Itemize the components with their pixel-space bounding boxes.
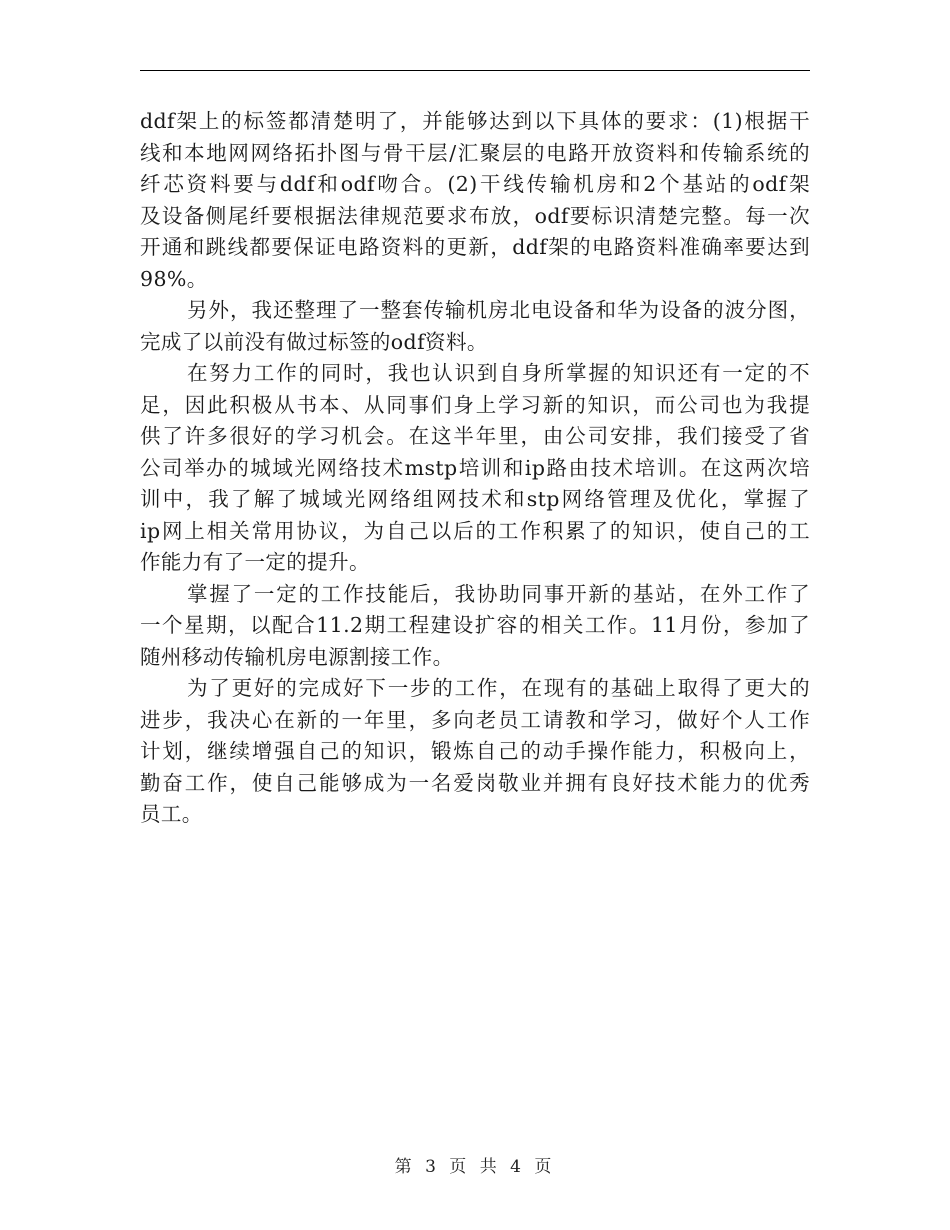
text-line: 进步，我决心在新的一年里，多向老员工请教和学习，做好个人工作 [140, 707, 810, 732]
text-line: 为了更好的完成好下一步的工作，在现有的基础上取得了更大的 [187, 676, 810, 700]
text-line: 公司举办的城域光网络技术mstp培训和ip路由技术培训。在这两次培 [140, 455, 810, 480]
text-line: 纤芯资料要与ddf和odf吻合。(2)干线传输机房和2个基站的odf架 [140, 172, 810, 196]
text-line: 掌握了一定的工作技能后，我协助同事开新的基站，在外工作了 [187, 581, 810, 606]
text-line: 计划，继续增强自己的知识，锻炼自己的动手操作能力，积极向上， [140, 739, 810, 763]
text-line: 足，因此积极从书本、从同事们身上学习新的知识，而公司也为我提 [140, 392, 810, 417]
text-line: 开通和跳线都要保证电路资料的更新，ddf架的电路资料准确率要达到 [140, 235, 810, 259]
body-text [140, 106, 810, 831]
text-line: 及设备侧尾纤要根据法律规范要求布放，odf要标识清楚完整。每一次 [140, 203, 810, 228]
text-line: 随州移动传输机房电源割接工作。 [140, 644, 454, 669]
text-line: 在努力工作的同时，我也认识到自身所掌握的知识还有一定的不 [187, 361, 810, 385]
text-line: 98%。 [140, 266, 208, 291]
text-line: 一个星期，以配合11.2期工程建设扩容的相关工作。11月份，参加了 [140, 613, 810, 637]
text-line: ddf架上的标签都清楚明了，并能够达到以下具体的要求：(1)根据干 [140, 109, 810, 133]
text-line: 供了许多很好的学习机会。在这半年里，由公司安排，我们接受了省 [140, 424, 810, 448]
text-line: 另外，我还整理了一整套传输机房北电设备和华为设备的波分图， [187, 298, 810, 322]
text-line: 训中，我了解了城域光网络组网技术和stp网络管理及优化，掌握了 [140, 487, 810, 511]
text-line: ip网上相关常用协议，为自己以后的工作积累了的知识，使自己的工 [140, 518, 810, 543]
text-line: 勤奋工作，使自己能够成为一名爱岗敬业并拥有良好技术能力的优秀 [140, 770, 810, 795]
text-line: 线和本地网网络拓扑图与骨干层/汇聚层的电路开放资料和传输系统的 [140, 140, 810, 165]
text-line: 完成了以前没有做过标签的odf资料。 [140, 329, 488, 354]
text-line: 员工。 [140, 802, 203, 826]
header-rule [140, 70, 810, 71]
text-line: 作能力有了一定的提升。 [140, 550, 370, 574]
page-footer: 第 3 页 共 4 页 [394, 1157, 556, 1177]
